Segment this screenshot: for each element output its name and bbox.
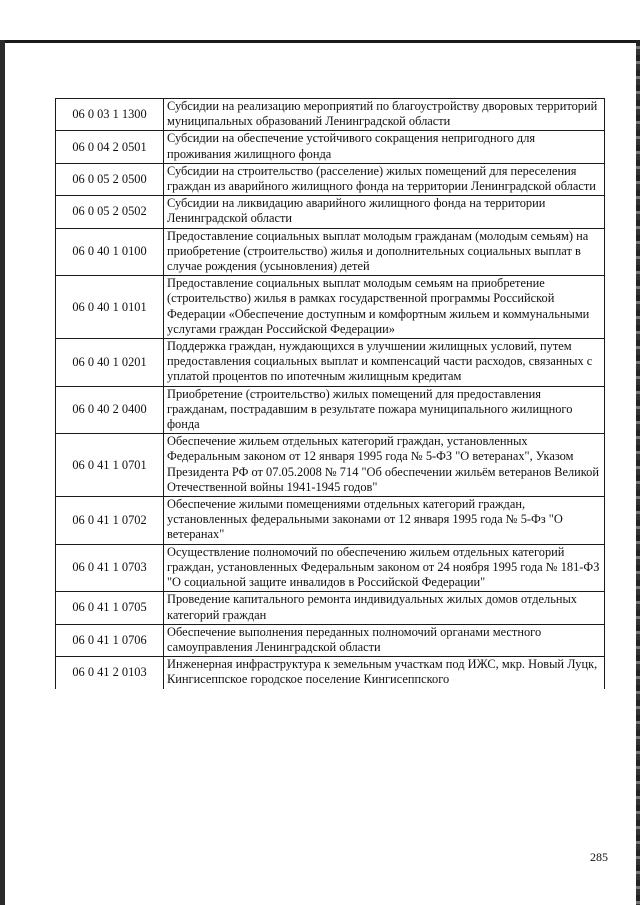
table-row <box>56 497 605 545</box>
scan-top-edge <box>4 40 636 43</box>
budget-code-cell: 06 0 40 2 0400 <box>56 386 164 434</box>
description-cell: Поддержка граждан, нуждающихся в улучшении жилищных условий, путем предоставления социальных выплат и компенсаций части расходов, связанных с уплатой процентов по ипотечным жилищным кредитам <box>164 339 605 387</box>
budget-code-cell: 06 0 40 1 0101 <box>56 276 164 339</box>
table-body <box>56 99 605 689</box>
table-row <box>56 163 605 195</box>
budget-code-cell: 06 0 05 2 0502 <box>56 196 164 228</box>
table-row <box>56 228 605 276</box>
description-cell: Инженерная инфраструктура к земельным участкам под ИЖС, мкр. Новый Луцк, Кингисеппское городское поселение Кингисеппского <box>164 657 605 689</box>
table-row <box>56 434 605 497</box>
description-cell: Проведение капитального ремонта индивидуальных жилых домов отдельных категорий граждан <box>164 592 605 624</box>
page-number: 285 <box>590 850 608 864</box>
budget-code-cell: 06 0 04 2 0501 <box>56 131 164 163</box>
budget-code-cell: 06 0 40 1 0100 <box>56 228 164 276</box>
budget-code-cell: 06 0 40 1 0201 <box>56 339 164 387</box>
scan-left-edge <box>0 40 5 905</box>
description-cell: Предоставление социальных выплат молодым гражданам (молодым семьям) на приобретение (строительство) жилья и дополнительных социальных выплат в случае рождения (усыновления) детей <box>164 228 605 276</box>
table-row <box>56 131 605 163</box>
description-cell: Субсидии на реализацию мероприятий по благоустройству дворовых территорий муниципальных образований Ленинградской области <box>164 99 605 131</box>
budget-code-cell: 06 0 03 1 1300 <box>56 99 164 131</box>
description-cell: Приобретение (строительство) жилых помещений для предоставления гражданам, пострадавшим в результате пожара муниципального жилищного фонда <box>164 386 605 434</box>
description-cell: Предоставление социальных выплат молодым семьям на приобретение (строительство) жилья в рамках государственной программы Российской Федерации «Обеспечение доступным и комфортным жильем и коммунальными услугами граждан Российской Федерации» <box>164 276 605 339</box>
table-row <box>56 624 605 656</box>
table-row <box>56 339 605 387</box>
table-row <box>56 386 605 434</box>
budget-code-cell: 06 0 41 1 0701 <box>56 434 164 497</box>
budget-code-cell: 06 0 41 1 0706 <box>56 624 164 656</box>
budget-code-cell: 06 0 41 1 0702 <box>56 497 164 545</box>
scan-right-edge <box>636 40 640 905</box>
budget-code-cell: 06 0 41 2 0103 <box>56 657 164 689</box>
table-row <box>56 276 605 339</box>
description-cell: Осуществление полномочий по обеспечению жильем отдельных категорий граждан, установленных Федеральным законом от 24 ноября 1995 года № 181-ФЗ "О социальной защите инвалидов в Российской Федерации" <box>164 544 605 592</box>
budget-code-cell: 06 0 41 1 0705 <box>56 592 164 624</box>
description-cell: Субсидии на строительство (расселение) жилых помещений для переселения граждан из аварийного жилищного фонда на территории Ленинградской области <box>164 163 605 195</box>
description-cell: Обеспечение жилыми помещениями отдельных категорий граждан, установленных федеральными законами от 12 января 1995 года № 5-Фз "О ветеранах" <box>164 497 605 545</box>
table-row <box>56 544 605 592</box>
description-cell: Обеспечение жильем отдельных категорий граждан, установленных Федеральным законом от 12 января 1995 года № 5-ФЗ "О ветеранах", Указом Президента РФ от 07.05.2008 № 714 "Об обеспечении жильём ветеранов Великой Отечественной войны 1941-1945 годов" <box>164 434 605 497</box>
table-row <box>56 657 605 689</box>
table-row <box>56 196 605 228</box>
table-row <box>56 99 605 131</box>
description-cell: Субсидии на ликвидацию аварийного жилищного фонда на территории Ленинградской области <box>164 196 605 228</box>
description-cell: Субсидии на обеспечение устойчивого сокращения непригодного для проживания жилищного фонда <box>164 131 605 163</box>
description-cell: Обеспечение выполнения переданных полномочий органами местного самоуправления Ленинградской области <box>164 624 605 656</box>
budget-code-cell: 06 0 41 1 0703 <box>56 544 164 592</box>
budget-code-cell: 06 0 05 2 0500 <box>56 163 164 195</box>
table-row <box>56 592 605 624</box>
budget-codes-table <box>55 98 605 689</box>
